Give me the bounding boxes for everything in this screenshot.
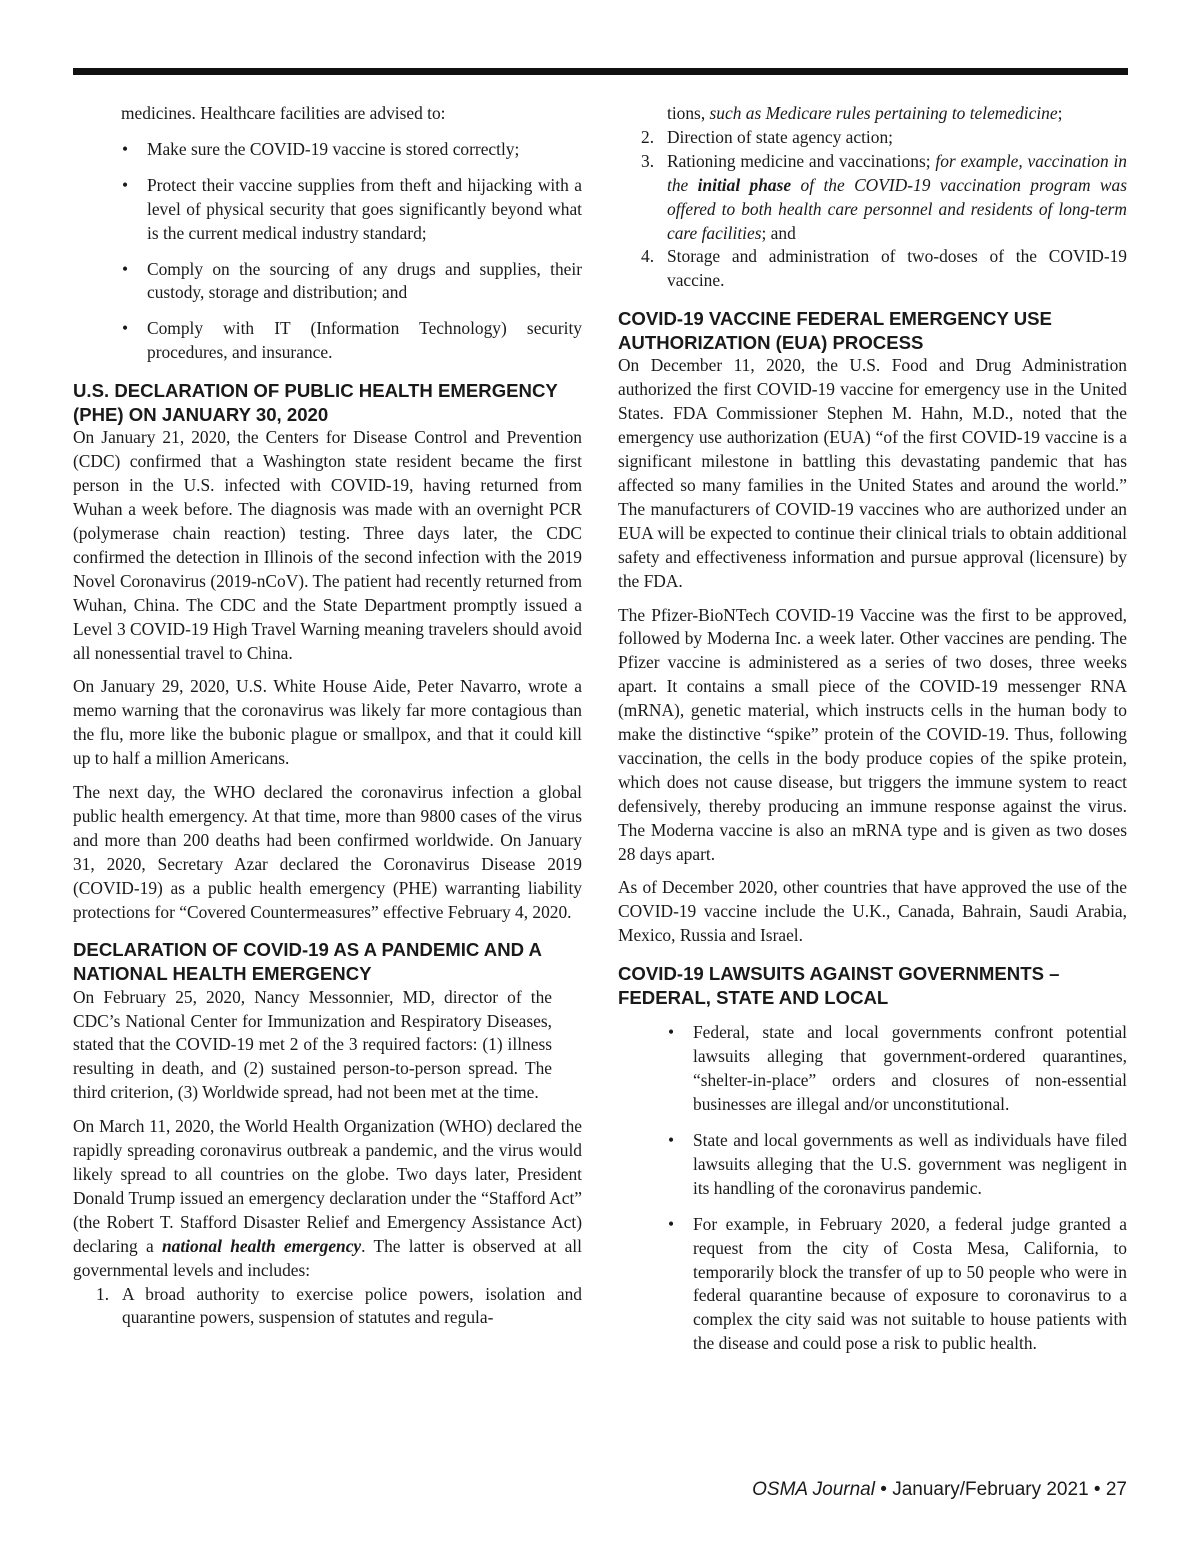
bullet-icon: • (668, 1130, 675, 1150)
phe-paragraph: On January 29, 2020, U.S. White House Aide, Peter Navarro, wrote a memo warning that the coronavirus was likely far more contagious than the flu, more like the bubonic plague or smallpox, and that it could kill up to half a million Americans. (73, 676, 582, 769)
eua-paragraph: On December 11, 2020, the U.S. Food and Drug Administration authorized the first COVID-19 vaccine for emergency use in the United States. FDA Commissioner Stephen M. Hahn, M.D., noted that the emergency use authorization (EUA) “of the first COVID-19 vaccine is a significant milestone in battling this devastating pandemic that has affected so many families in the United States and around the world.” The manufacturers of COVID-19 vaccines who are authorized under an EUA will be expected to continue their clinical trials to obtain additional safety and effectiveness information and pursue approval (licensure) by the FDA. (618, 355, 1127, 591)
left-column (73, 102, 582, 1330)
phe-paragraph: On January 21, 2020, the Centers for Disease Control and Prevention (CDC) confirmed that a Washington state resident became the first person in the U.S. infected with COVID-19, having returned from Wuhan a week before. The diagnosis was made with an overnight PCR (polymerase chain reaction) testing. Three days later, the CDC confirmed the detection in Illinois of the second infection with the 2019 Novel Coronavirus (2019-nCoV). The patient had recently returned from Wuhan, China. The CDC and the State Department promptly issued a Level 3 COVID-19 High Travel Warning meaning travelers should avoid all nonessential travel to China. (73, 427, 582, 663)
bullet-icon: • (122, 318, 129, 339)
bullet-icon: • (122, 174, 129, 195)
facility-advice-list (73, 138, 582, 365)
pandemic-paragraph: On March 11, 2020, the World Health Organization (WHO) declared the rapidly spreading coronavirus outbreak a pandemic, and the virus would likely spread to all countries on the globe. Two days later, President Donald Trump issued an emergency declaration under the “Stafford Act” (the Robert T. Stafford Disaster Relief and Emergency Assistance Act) declaring a national health emergency. The latter is observed at all governmental levels and includes: (73, 1116, 582, 1280)
powers-list (73, 1283, 582, 1331)
list-item: • Comply on the sourcing of any drugs and supplies, their custody, storage and distribution; and (122, 258, 582, 303)
powers-list-continued (618, 102, 1127, 293)
top-rule (73, 68, 1128, 75)
list-item: 2. Direction of state agency action; (618, 126, 1127, 150)
issue-date: January/February 2021 (892, 1479, 1089, 1500)
list-item: 4. Storage and administration of two-doses of the COVID-19 vaccine. (641, 246, 1127, 291)
list-number: 1. (96, 1283, 110, 1304)
list-item: 1. A broad authority to exercise police powers, isolation and quarantine powers, suspension of statutes and regula- (96, 1283, 582, 1328)
lawsuits-heading: COVID-19 LAWSUITS AGAINST GOVERNMENTS – FEDERAL, STATE AND LOCAL (618, 963, 1060, 1008)
phe-heading: U.S. DECLARATION OF PUBLIC HEALTH EMERGENCY (PHE) ON JANUARY 30, 2020 (73, 380, 558, 425)
page-footer: OSMA Journal • January/February 2021 • 27 (752, 1479, 1127, 1500)
list-item: • For example, in February 2020, a federal judge granted a request from the city of Costa Mesa, California, to temporarily block the transfer of up to 50 people who were in federal quarantine because of exposure to coronavirus to a complex the city said was not suitable to house patients with the disease and could pose a risk to public health. (668, 1213, 1127, 1354)
eua-paragraph: The Pfizer-BioNTech COVID-19 Vaccine was the first to be approved, followed by Moderna Inc. a week later. Other vaccines are pending. The Pfizer vaccine is administered as a series of two doses, three weeks apart. It contains a small piece of the COVID-19 messenger RNA (mRNA), genetic material, which instructs cells in the human body to make the distinctive “spike” protein of the COVID-19. Thus, following vaccination, the cells in the body produce copies of the spike protein, which does not cause disease, but triggers the immune system to react defensively, thereby producing an immune response against the virus. The Moderna vaccine is also an mRNA type and is given as two doses 28 days apart. (618, 604, 1127, 864)
list-item: • Comply with IT (Information Technology) security procedures, and insurance. (122, 318, 582, 363)
list-item: • State and local governments as well as individuals have filed lawsuits alleging that the U.S. government was negligent in its handling of the coronavirus pandemic. (668, 1130, 1127, 1198)
intro-text: medicines. Healthcare facilities are advised to: (121, 103, 446, 123)
bullet-icon: • (122, 138, 129, 159)
bullet-icon: • (668, 1022, 675, 1043)
list-item: 3. Rationing medicine and vaccinations; for example, vaccination in the initial phase of the COVID-19 vaccination program was offered to both health care personnel and residents of long-term care facilities; and (641, 150, 1127, 243)
page-number: 27 (1105, 1479, 1127, 1500)
journal-name: OSMA Journal (752, 1479, 875, 1500)
list-item: • Protect their vaccine supplies from theft and hijacking with a level of physical security that goes significantly beyond what is the current medical industry standard; (122, 174, 582, 243)
eua-heading: COVID-19 VACCINE FEDERAL EMERGENCY USE AUTHORIZATION (EUA) PROCESS (618, 308, 1052, 353)
eua-paragraph: As of December 2020, other countries that have approved the use of the COVID-19 vaccine include the U.K., Canada, Bahrain, Saudi Arabia, Mexico, Russia and Israel. (618, 877, 1127, 946)
pandemic-paragraph: On February 25, 2020, Nancy Messonnier, MD, director of the CDC’s National Center for Immunization and Respiratory Diseases, stated that the COVID-19 met 2 of the 3 required factors: (1) illness resulting in death, and (2) sustained person-to-person spread. The third criterion, (3) Worldwide spread, had not been met at the time. (73, 986, 552, 1103)
bullet-icon: • (122, 258, 129, 279)
list-number: 4. (641, 246, 655, 267)
emphasis-text: national health emergency (161, 1235, 362, 1256)
phe-paragraph: The next day, the WHO declared the coronavirus infection a global public health emergency. At that time, more than 9800 cases of the virus and more than 200 deaths had been confirmed worldwide. On January 31, 2020, Secretary Azar declared the Coronavirus Disease 2019 (COVID-19) as a public health emergency (PHE) warranting liability protections for “Covered Countermeasures” effective February 4, 2020. (73, 782, 582, 922)
bullet-icon: • (668, 1213, 675, 1234)
lawsuits-list (618, 1021, 1127, 1356)
pandemic-heading: DECLARATION OF COVID-19 AS A PANDEMIC AND A NATIONAL HEALTH EMERGENCY (73, 939, 542, 985)
list-item: • Make sure the COVID-19 vaccine is stored correctly; (73, 138, 582, 162)
list-number: 2. (641, 126, 655, 147)
list-item: • Federal, state and local governments confront potential lawsuits alleging that government-ordered quarantines, “shelter-in-place” orders and closures of non-essential businesses are illegal and/or unconstitutional. (668, 1022, 1127, 1115)
list-item: tions, such as Medicare rules pertaining to telemedicine; (667, 103, 1063, 123)
list-number: 3. (641, 150, 655, 171)
right-column (618, 102, 1127, 1356)
